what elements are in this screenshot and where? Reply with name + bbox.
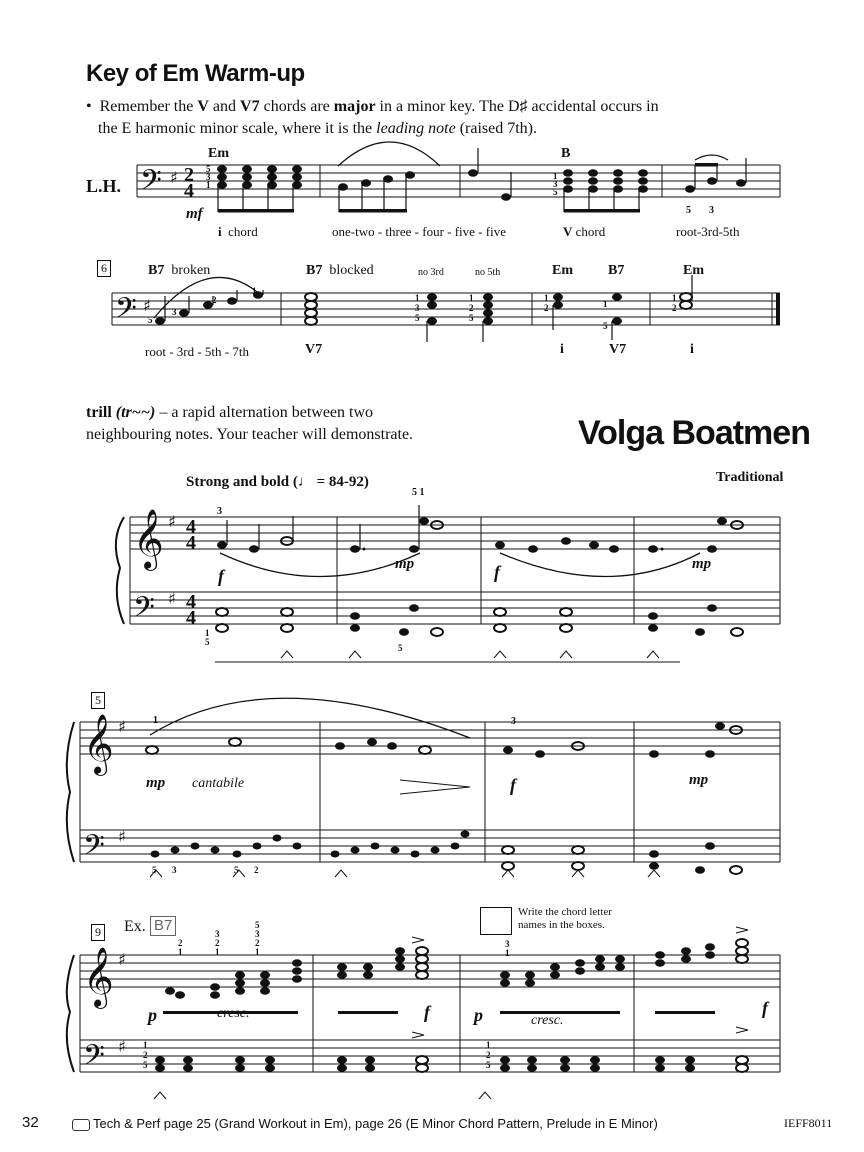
fingering-triad: 5 3 1 xyxy=(206,164,211,190)
chord-label-em: Em xyxy=(208,146,229,161)
piece-staff-3-treble xyxy=(80,955,780,987)
fing-chord2: 3 2 1 xyxy=(215,929,220,957)
svg-text:𝄢: 𝄢 xyxy=(83,1039,105,1079)
finger-3b: 3 xyxy=(511,716,516,727)
fing-bass-1: 1 2 5 xyxy=(143,1040,148,1070)
dyn-mp-3: mp xyxy=(689,772,709,788)
dyn-p-2: p xyxy=(474,1005,483,1025)
roman-i-chord: i chord xyxy=(218,224,258,239)
fingering-triad-b: 1 3 5 xyxy=(553,171,558,197)
fing-chord4: 3 1 xyxy=(505,939,510,958)
trill-symbol: (tr~~) xyxy=(115,404,156,421)
fing-chord3: 5 3 2 1 xyxy=(255,920,260,957)
svg-text:𝄞: 𝄞 xyxy=(133,509,164,569)
measure-number-9: 9 xyxy=(91,924,105,941)
hand-label: L.H. xyxy=(86,176,122,196)
counting-label: one-two - three - four - five - five xyxy=(332,224,506,239)
no-5th-label: no 5th xyxy=(475,267,501,278)
b7-broken-label: B7 broken xyxy=(148,263,211,278)
piece-accents-1 xyxy=(215,651,680,662)
svg-text:4: 4 xyxy=(186,516,196,538)
svg-text:♯: ♯ xyxy=(118,1037,126,1056)
cresc-2: cresc. xyxy=(531,1013,564,1028)
finger-bass-5: 5 xyxy=(398,643,403,653)
fing-em: 1 2 xyxy=(544,293,549,313)
svg-text:4: 4 xyxy=(184,180,194,202)
ex-chord-box: B7 xyxy=(150,916,176,936)
cresc-1: cresc. xyxy=(217,1006,250,1021)
fing-no3rd: 1 3 5 xyxy=(415,293,420,323)
finger-1: 1 xyxy=(153,715,158,726)
svg-text:♯: ♯ xyxy=(168,589,176,608)
svg-text:𝄢: 𝄢 xyxy=(83,829,105,869)
dyn-f-1: f xyxy=(218,566,224,586)
svg-text:𝄞: 𝄞 xyxy=(83,714,114,774)
piece-staff-1-bass xyxy=(130,592,780,624)
trill-term: trill xyxy=(86,404,112,421)
fing-1: 1 xyxy=(252,286,257,296)
root-3rd-5th-label: root-3rd-5th xyxy=(676,224,740,239)
chord-em-1: Em xyxy=(552,263,573,278)
fing-em2: 1 2 xyxy=(672,293,677,313)
warmup-instruction: • Remember the V and V7 chords are major in a minor key. The D♯ accidental occurs in the E harmonic minor scale, where it is the leading note (raised 7th). xyxy=(86,98,659,137)
roman-v7-b: V7 xyxy=(609,342,627,357)
counting-root-7th: root - 3rd - 5th - 7th xyxy=(145,344,249,359)
warmup-staff-1 xyxy=(137,165,780,197)
svg-text:𝄢: 𝄢 xyxy=(133,591,155,631)
finger-bass-1-5: 1 5 xyxy=(205,628,210,647)
svg-text:♯: ♯ xyxy=(168,512,176,531)
fing-bass-2: 1 2 5 xyxy=(486,1040,491,1070)
roman-i-b: i xyxy=(690,342,694,357)
finger-3: 3 xyxy=(217,506,222,517)
warmup-title: Key of Em Warm-up xyxy=(86,60,305,87)
svg-text:𝄢: 𝄢 xyxy=(115,292,137,332)
svg-text:𝄞: 𝄞 xyxy=(83,947,114,1007)
dyn-mp: mp xyxy=(146,775,166,791)
roman-v7-a: V7 xyxy=(305,342,323,357)
dyn-mp-1: mp xyxy=(395,556,415,572)
svg-text:♯: ♯ xyxy=(118,950,126,969)
chord-answer-box[interactable] xyxy=(480,907,512,935)
fingering-broken-3: 3 xyxy=(709,205,714,216)
expression-cantabile: cantabile xyxy=(192,776,245,791)
svg-text:4: 4 xyxy=(186,607,196,629)
fing-no5th: 1 2 5 xyxy=(469,293,474,323)
finger-5-1: 5 1 xyxy=(412,487,425,498)
svg-text:𝄢: 𝄢 xyxy=(140,164,162,204)
dyn-f-2: f xyxy=(494,562,500,582)
fing-b7: 1 5 xyxy=(603,299,608,331)
tempo-marking: Strong and bold (♩ = 84-92) xyxy=(186,474,369,490)
page-number: 32 xyxy=(22,1114,39,1131)
fing-2: 2 xyxy=(212,295,217,305)
finger-b2: 2 xyxy=(254,865,259,875)
chord-em-2: Em xyxy=(683,263,704,278)
fing-3: 3 xyxy=(172,307,177,317)
svg-text:♯: ♯ xyxy=(118,827,126,846)
no-3rd-label: no 3rd xyxy=(418,267,444,278)
svg-text:♯: ♯ xyxy=(118,717,126,736)
fing-5: 5 xyxy=(148,315,153,325)
fing-chord1: 2 1 xyxy=(178,938,183,957)
dyn-p-1: p xyxy=(148,1005,157,1025)
svg-text:2: 2 xyxy=(184,164,194,186)
quarter-note-icon: ♩ xyxy=(297,474,313,490)
b7-blocked-label: B7 blocked xyxy=(306,263,374,278)
dyn-f-4: f xyxy=(762,998,768,1018)
hand-pointer-icon xyxy=(72,1119,90,1131)
trill-definition: trill (tr~~) – a rapid alternation between two neighbouring notes. Your teacher will demonstrate. xyxy=(86,404,414,443)
piece-staff-2-bass xyxy=(80,830,780,862)
ex-label: Ex. xyxy=(124,918,146,935)
finger-b5: 5 xyxy=(152,865,157,875)
svg-text:♯: ♯ xyxy=(170,168,178,187)
roman-i-a: i xyxy=(560,342,564,357)
finger-b5b: 5 xyxy=(234,865,239,875)
measure-number-5: 5 xyxy=(91,692,105,709)
dynamic-mf: mf xyxy=(186,206,203,222)
footer-reference: Tech & Perf page 25 (Grand Workout in Em), page 26 (E Minor Chord Pattern, Prelude in E Minor) xyxy=(72,1116,658,1131)
dyn-f: f xyxy=(510,775,516,795)
svg-text:4: 4 xyxy=(186,591,196,613)
roman-v-chord: V chord xyxy=(563,224,606,239)
piece-title: Volga Boatmen xyxy=(578,414,810,452)
bullet: • xyxy=(86,98,92,115)
finger-b3: 3 xyxy=(172,865,177,875)
svg-text:4: 4 xyxy=(186,532,196,554)
warmup-notes-1 xyxy=(217,142,746,213)
piece-accents-2 xyxy=(150,870,660,877)
write-instruction: Write the chord letter names in the boxes. xyxy=(518,906,612,931)
dyn-mp-2: mp xyxy=(692,556,712,572)
time-signatures xyxy=(184,164,196,629)
dyn-f-3: f xyxy=(424,1002,430,1022)
measure-number-6: 6 xyxy=(97,260,111,277)
fingering-broken-5: 5 xyxy=(686,205,691,216)
product-code: IEFF8011 xyxy=(784,1116,833,1130)
composer: Traditional xyxy=(716,470,784,485)
chord-b7: B7 xyxy=(608,263,625,278)
svg-text:♯: ♯ xyxy=(143,296,151,315)
chord-label-b: B xyxy=(561,146,571,161)
